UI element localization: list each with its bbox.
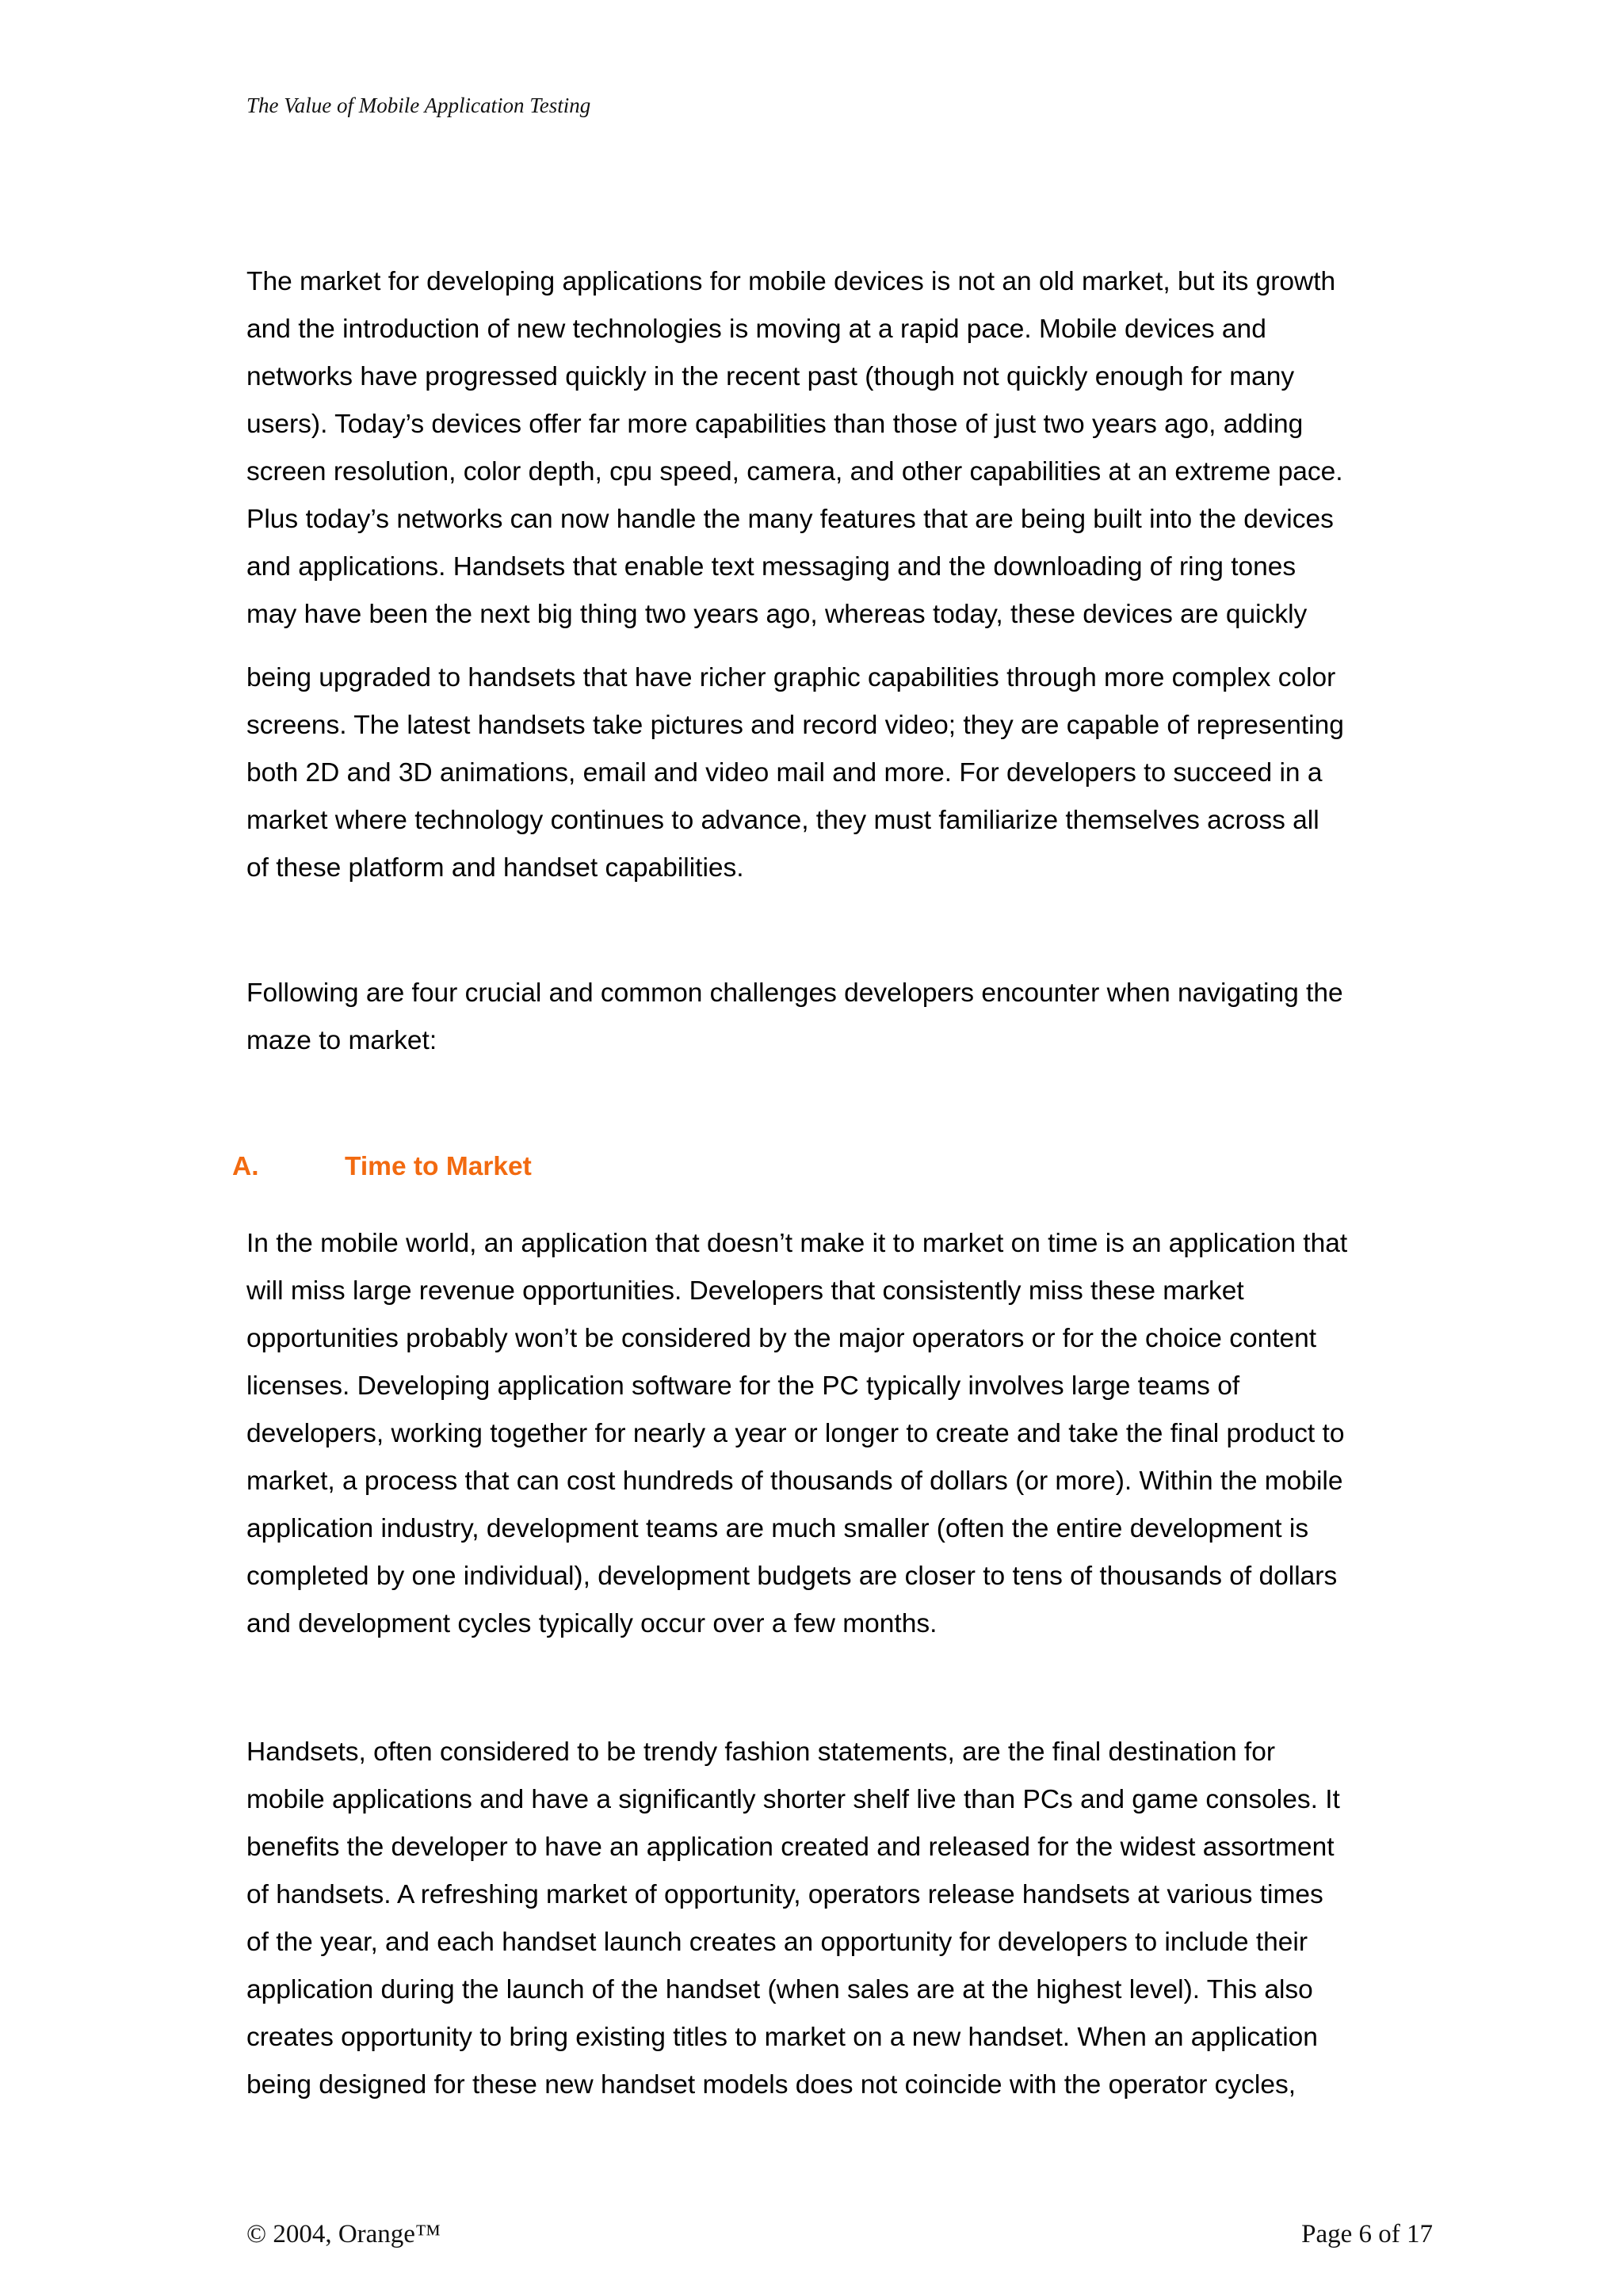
page-number: Page 6 of 17 bbox=[1301, 2220, 1433, 2248]
text-line: of these platform and handset capabilities. bbox=[246, 853, 744, 883]
running-header: The Value of Mobile Application Testing bbox=[246, 93, 591, 117]
text-line: market where technology continues to advance, they must familiarize themselves across all bbox=[246, 806, 1319, 835]
copyright-notice: © 2004, Orange™ bbox=[246, 2220, 441, 2248]
section-heading-time-to-market bbox=[232, 1143, 532, 1191]
text-line: and development cycles typically occur over a few months. bbox=[246, 1609, 938, 1638]
section-letter: A. bbox=[232, 1152, 259, 1181]
text-line: users). Today’s devices offer far more capabilities than those of just two years ago, adding bbox=[246, 410, 1304, 439]
text-line: and the introduction of new technologies is moving at a rapid pace. Mobile devices and bbox=[246, 315, 1266, 344]
text-line: completed by one individual), development budgets are closer to tens of thousands of dollars bbox=[246, 1562, 1338, 1591]
text-line: and applications. Handsets that enable text messaging and the downloading of ring tones bbox=[246, 552, 1296, 582]
page-footer bbox=[246, 2220, 1433, 2252]
text-line: being upgraded to handsets that have richer graphic capabilities through more complex color bbox=[246, 663, 1336, 692]
text-line: opportunities probably won’t be considered by the major operators or for the choice content bbox=[246, 1324, 1317, 1353]
text-line: screens. The latest handsets take pictures and record video; they are capable of representing bbox=[246, 711, 1344, 740]
paragraph-handsets bbox=[246, 1729, 1388, 2109]
paragraph-market-intro bbox=[246, 258, 1388, 639]
text-line: Following are four crucial and common challenges developers encounter when navigating the bbox=[246, 978, 1343, 1008]
text-line: Plus today’s networks can now handle the many features that are being built into the devices bbox=[246, 505, 1334, 534]
text-line: market, a process that can cost hundreds of thousands of dollars (or more). Within the mobile bbox=[246, 1466, 1343, 1496]
text-line: of the year, and each handset launch creates an opportunity for developers to include their bbox=[246, 1928, 1308, 1957]
text-line: developers, working together for nearly a year or longer to create and take the final product to bbox=[246, 1419, 1345, 1448]
text-line: The market for developing applications for mobile devices is not an old market, but its growth bbox=[246, 267, 1336, 296]
paragraph-handset-upgrades bbox=[246, 654, 1388, 892]
paragraph-time-to-market bbox=[246, 1220, 1388, 1648]
text-line: will miss large revenue opportunities. Developers that consistently miss these market bbox=[246, 1276, 1244, 1306]
text-line: creates opportunity to bring existing titles to market on a new handset. When an application bbox=[246, 2023, 1318, 2052]
text-line: licenses. Developing application software for the PC typically involves large teams of bbox=[246, 1371, 1240, 1401]
text-line: being designed for these new handset models does not coincide with the operator cycles, bbox=[246, 2070, 1296, 2100]
text-line: may have been the next big thing two years ago, whereas today, these devices are quickly bbox=[246, 600, 1308, 629]
section-title: Time to Market bbox=[345, 1152, 532, 1181]
text-line: In the mobile world, an application that doesn’t make it to market on time is an application that bbox=[246, 1229, 1348, 1258]
text-line: networks have progressed quickly in the recent past (though not quickly enough for many bbox=[246, 362, 1295, 391]
text-line: benefits the developer to have an application created and released for the widest assortment bbox=[246, 1833, 1335, 1862]
text-line: application industry, development teams are much smaller (often the entire development is bbox=[246, 1514, 1309, 1543]
text-line: Handsets, often considered to be trendy fashion statements, are the final destination for bbox=[246, 1737, 1275, 1767]
text-line: maze to market: bbox=[246, 1026, 437, 1055]
paragraph-challenges-intro bbox=[246, 970, 1388, 1065]
text-line: screen resolution, color depth, cpu speed, camera, and other capabilities at an extreme pace. bbox=[246, 457, 1343, 486]
text-line: mobile applications and have a significantly shorter shelf live than PCs and game consoles. It bbox=[246, 1785, 1340, 1814]
text-line: of handsets. A refreshing market of opportunity, operators release handsets at various times bbox=[246, 1880, 1323, 1909]
text-line: application during the launch of the handset (when sales are at the highest level). This also bbox=[246, 1975, 1313, 2004]
text-line: both 2D and 3D animations, email and video mail and more. For developers to succeed in a bbox=[246, 758, 1323, 788]
